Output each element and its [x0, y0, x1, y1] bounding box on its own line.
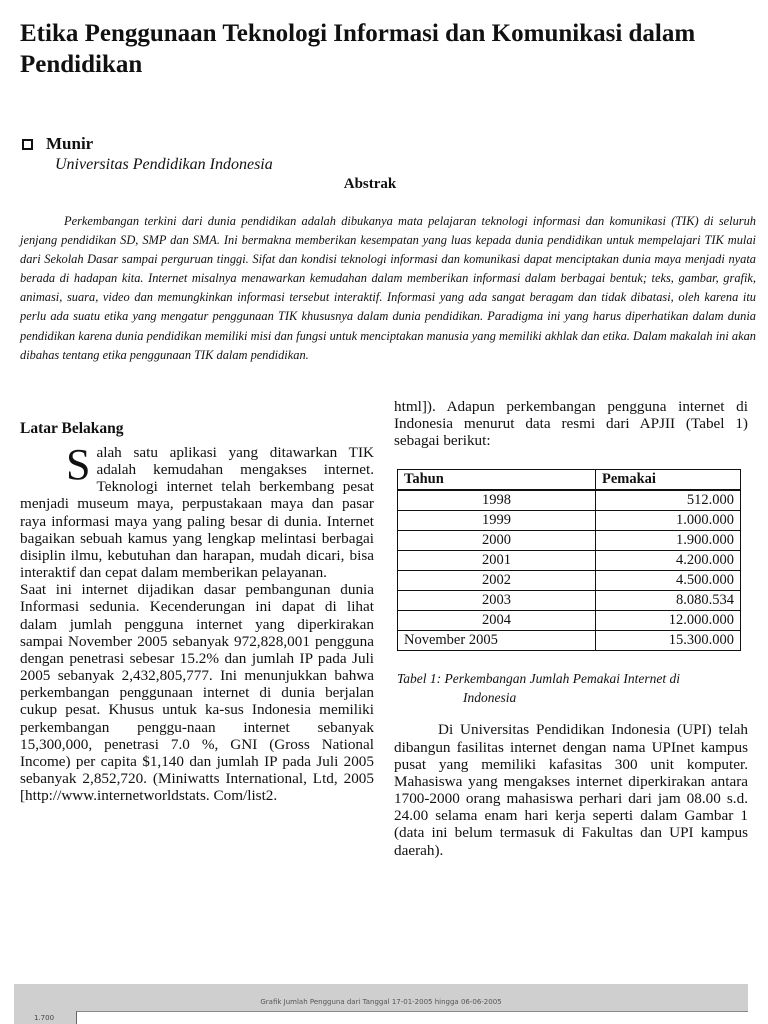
- table-cell-users: 8.080.534: [595, 591, 740, 611]
- figure-plot-area: [76, 1011, 748, 1024]
- drop-cap: S: [66, 440, 91, 489]
- author-row: [22, 134, 93, 154]
- table-header-row: [398, 470, 741, 491]
- author-affiliation: Universitas Pendidikan Indonesia: [55, 156, 273, 173]
- table-cell-users: 15.300.000: [595, 631, 740, 651]
- left-column: [20, 400, 374, 804]
- table-cell-users: 512.000: [595, 490, 740, 511]
- table-row: [398, 591, 741, 611]
- table-cell-users: 1.000.000: [595, 511, 740, 531]
- table-cell-year: 1998: [398, 490, 596, 511]
- table-cell-year: 2002: [398, 571, 596, 591]
- table-row: [398, 511, 741, 531]
- abstract-heading: Abstrak: [343, 176, 397, 192]
- intro-paragraph: [20, 440, 374, 582]
- table-cell-users: 4.200.000: [595, 551, 740, 571]
- section-heading: Latar Belakang: [20, 420, 124, 437]
- figure-caption: Grafik Jumlah Pengguna dari Tanggal 17-01-2005 hingga 06-06-2005: [260, 998, 502, 1006]
- table-row: [398, 571, 741, 591]
- figure-y-tick-label: 1.700: [34, 1014, 55, 1022]
- table-row: [398, 551, 741, 571]
- table-row: [398, 631, 741, 651]
- right-column: [394, 398, 748, 859]
- table-cell-users: 1.900.000: [595, 531, 740, 551]
- table-caption-line1: Tabel 1: Perkembangan Jumlah Pemakai Internet di: [397, 671, 680, 687]
- table-cell-year: 2001: [398, 551, 596, 571]
- table-cell-users: 12.000.000: [595, 611, 740, 631]
- apjii-paragraph: html]). Adapun perkembangan pengguna internet di Indonesia menurut data resmi dari APJII (Tabel 1) sebagai berikut:: [394, 398, 748, 450]
- table-cell-year: 2003: [398, 591, 596, 611]
- table-caption-line2: Indonesia: [463, 690, 517, 706]
- table-header-tahun: Tahun: [398, 470, 596, 491]
- figure-preview-strip: [14, 984, 748, 1024]
- paper-title: Etika Penggunaan Teknologi Informasi dan Komunikasi dalam Pendidikan: [20, 20, 696, 78]
- table-row: [398, 490, 741, 511]
- table-cell-year: 2004: [398, 611, 596, 631]
- table-cell-year: November 2005: [398, 631, 596, 651]
- author-name: Munir: [46, 134, 94, 153]
- table-row: [398, 531, 741, 551]
- abstract-text: Perkembangan terkini dari dunia pendidikan adalah dibukanya mata pelajaran teknologi informasi dan komunikasi (TIK) di seluruh jenjang pendidikan SD, SMP dan SMA. Ini bermakna memberikan kesempatan yang luas kepada dunia pendidikan untuk mempelajari TIK mulai dari Sekolah Dasar sampai perguruan tinggi. Sifat dan kondisi teknologi informasi dan komunikasi dapat menciptakan dunia maya menjadi nyata berada di hadapan kita. Internet misalnya menawarkan kemudahan dalam memberikan informasi dalam berbagai bentuk; teks, gambar, grafik, animasi, suara, video dan memungkinkan informasi tersebut interaktif. Informasi yang ada sangat beragam dan tidak dibatasi, oleh karena itu perlu ada suatu etika yang mengatur penggunaan TIK khususnya dalam dunia pendidikan. Paradigma ini yang harus diperhatikan dalam dunia pendidikan karena dunia pendidikan memiliki misi dan fungsi untuk menciptakan manusia yang memiliki akhlak dan etika. Dalam makalah ini akan dibahas tentang etika penggunaan TIK dalam pendidikan.: [20, 214, 756, 362]
- upi-paragraph: Di Universitas Pendidikan Indonesia (UPI) telah dibangun fasilitas internet dengan nama UPInet kampus pusat yang memiliki kafasitas 300 unit komputer. Mahasiswa yang mengakses internet diperkirakan antara 1700-2000 orang mahasiswa perhari dari jam 08.00 s.d. 24.00 selama enam hari kerja seperti dalam Gambar 1 (data ini belum termasuk di Fakultas dan UPI kampus daerah).: [394, 721, 748, 859]
- checkbox-bullet-icon: [22, 139, 33, 150]
- table-header-pemakai: Pemakai: [595, 470, 740, 491]
- table-cell-year: 1999: [398, 511, 596, 531]
- internet-users-table: [397, 469, 741, 651]
- table-cell-users: 4.500.000: [595, 571, 740, 591]
- table-cell-year: 2000: [398, 531, 596, 551]
- intro-paragraph-text: alah satu aplikasi yang ditawarkan TIK adalah kemudahan mengakses internet. Teknologi internet telah berkembang pesat menjadi museum maya, perpustakaan maya dan pasar raya informasi maya yang paling besar di dunia. Internet bagaikan sebuah kamus yang lengkap melintasi berbagai disiplin ilmu, kebutuhan dan harapan, mudah dicari, bisa interaktif dan cepat dalam memberikan pelayanan.: [20, 444, 374, 582]
- stats-paragraph: Saat ini internet dijadikan dasar pembangunan dunia Informasi sedunia. Kecenderungan ini dapat di lihat dalam jumlah pengguna internet yang diperkirakan sampai November 2005 sebanyak 972,828,001 pengguna dengan penetrasi sebesar 15.2% dan jumlah IP pada Juli 2005 sebanyak 2,432,805,777. Ini menunjukkan bahwa perkembangan penggunaan internet di dunia berjalan cukup pesat. Khusus untuk ka-sus Indonesia memiliki perkembangan penggu-naan internet sebanyak 15,300,000, penetrasi 7.0 %, GNI (Gross National Income) per capita $1,140 dan jumlah IP pada Juli 2005 sebanyak 2,852,720. (Miniwatts International, Ltd, 2005 [http://www.internetworldstats. Com/list2.: [20, 581, 374, 805]
- table-caption: [397, 669, 748, 707]
- table-row: [398, 611, 741, 631]
